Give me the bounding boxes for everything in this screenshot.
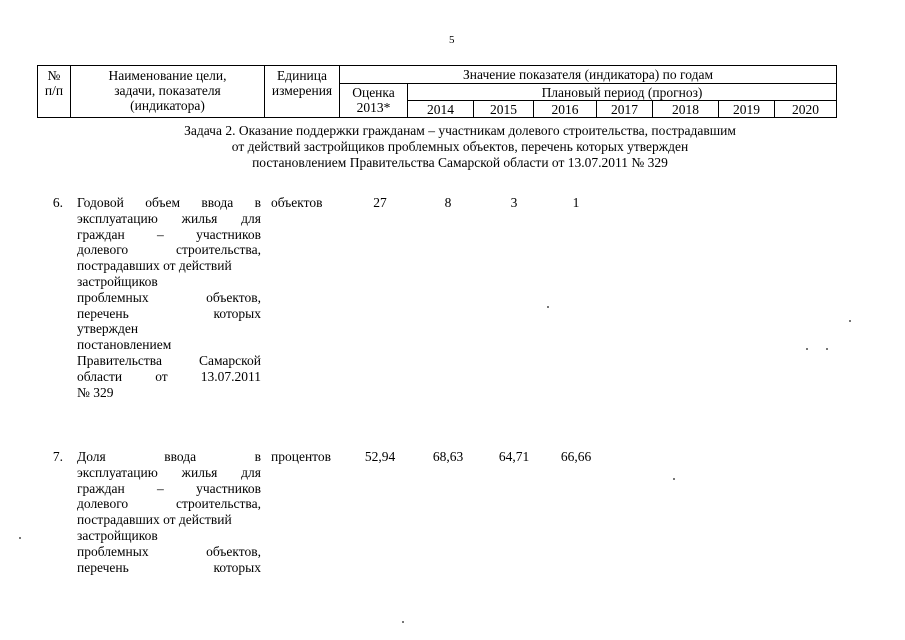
name-line: долевого строительства, <box>77 242 261 258</box>
name-line: эксплуатацию жилья для <box>77 210 261 226</box>
name-line: граждан – участников <box>77 226 261 242</box>
name-line: эксплуатацию жилья для <box>77 464 261 480</box>
name-line: застройщиков <box>77 527 158 543</box>
header-year: 2018 <box>653 101 719 118</box>
scan-speck <box>19 537 21 539</box>
task-title-line: Задача 2. Оказание поддержки гражданам – участникам долевого строительства, пострадавшим <box>184 123 736 138</box>
name-line: долевого строительства, <box>77 496 261 512</box>
name-line: перечень которых <box>77 305 261 321</box>
header-estimate: Оценка 2013* <box>340 84 408 118</box>
name-line: пострадавших от действий <box>77 258 232 274</box>
row-unit: процентов <box>271 449 332 464</box>
indicator-table-header <box>37 65 837 118</box>
header-year: 2015 <box>474 101 534 118</box>
header-year: 2020 <box>775 101 837 118</box>
task-title <box>140 123 780 171</box>
row-indicator-name <box>77 195 261 400</box>
row-unit: объектов <box>271 195 323 210</box>
name-line: пострадавших от действий <box>77 512 232 528</box>
row-value-2015: 3 <box>510 195 518 210</box>
name-line: застройщиков <box>77 273 158 289</box>
scan-speck <box>402 621 404 623</box>
name-line: области от 13.07.2011 <box>77 368 261 384</box>
row-indicator-name <box>77 449 261 575</box>
header-name: Наименование цели, задачи, показателя (индикатора) <box>71 66 265 118</box>
row-value-2013: 52,94 <box>364 449 396 464</box>
name-line: перечень которых <box>77 559 261 575</box>
header-plan: Плановый период (прогноз) <box>408 84 837 101</box>
row-value-2016: 66,66 <box>560 449 592 464</box>
task-title-line: постановлением Правительства Самарской области от 13.07.2011 № 329 <box>252 155 668 170</box>
name-line: постановлением <box>77 337 172 353</box>
header-year: 2016 <box>534 101 597 118</box>
name-line: граждан – участников <box>77 480 261 496</box>
row-value-2013: 27 <box>373 195 387 210</box>
row-value-2016: 1 <box>572 195 580 210</box>
name-line: Правительства Самарской <box>77 352 261 368</box>
name-line: Доля ввода в <box>77 449 261 464</box>
header-year: 2017 <box>597 101 653 118</box>
scan-speck <box>826 348 828 350</box>
header-values: Значение показателя (индикатора) по годам <box>340 66 837 84</box>
scan-speck <box>806 348 808 350</box>
header-unit: Единица измерения <box>265 66 340 118</box>
row-number: 6. <box>52 195 63 210</box>
name-line: проблемных объектов, <box>77 543 261 559</box>
row-value-2014: 68,63 <box>432 449 464 464</box>
name-line: утвержден <box>77 321 139 337</box>
row-value-2015: 64,71 <box>498 449 530 464</box>
row-number: 7. <box>52 449 63 464</box>
scan-speck <box>849 320 851 322</box>
name-line: Годовой объем ввода в <box>77 195 261 210</box>
scan-speck <box>673 478 675 480</box>
row-value-2014: 8 <box>444 195 452 210</box>
name-line: № 329 <box>77 384 114 400</box>
page-number: 5 <box>449 34 455 46</box>
header-year: 2019 <box>719 101 775 118</box>
name-line: проблемных объектов, <box>77 289 261 305</box>
header-year: 2014 <box>408 101 474 118</box>
scan-speck <box>547 306 549 308</box>
header-num: № п/п <box>38 66 71 118</box>
task-title-line: от действий застройщиков проблемных объектов, перечень которых утвержден <box>231 139 689 154</box>
